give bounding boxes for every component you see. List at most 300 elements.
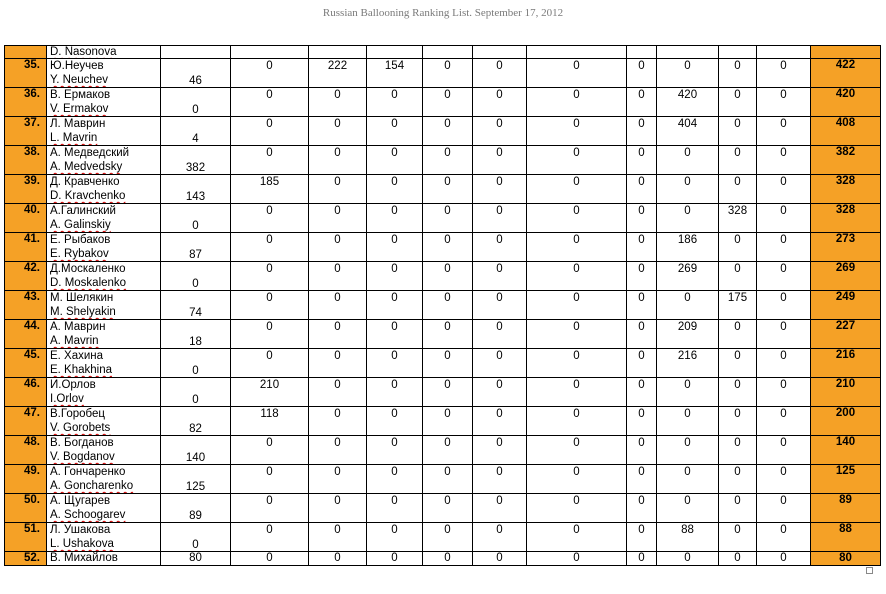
event-score-value: 0 — [444, 205, 451, 217]
total-score: 89 — [811, 494, 881, 523]
pilot-name-cyrillic: И.Орлов — [50, 379, 96, 391]
event-score — [309, 117, 367, 146]
event-score-value: 0 — [496, 437, 503, 449]
event-score-value: 0 — [334, 118, 341, 130]
event-score — [527, 291, 627, 320]
event-score-value: 0 — [734, 118, 741, 130]
event-score — [423, 233, 473, 262]
event-score-value: 0 — [391, 176, 398, 188]
event-score-value: 0 — [573, 234, 580, 246]
event-score-value: 0 — [496, 147, 503, 159]
event-score-value: 0 — [496, 263, 503, 275]
event-score-value: 0 — [444, 60, 451, 72]
event-score-value: 0 — [496, 89, 503, 101]
event-score — [657, 175, 719, 204]
total-score: 140 — [811, 436, 881, 465]
base-score: 80 — [161, 552, 231, 566]
event-score — [627, 59, 657, 88]
event-score-value: 0 — [496, 60, 503, 72]
event-score-value: 222 — [327, 60, 348, 72]
pilot-name-cyrillic: А. Маврин — [50, 321, 106, 333]
event-score — [657, 378, 719, 407]
pilot-name — [47, 59, 161, 88]
table-row — [5, 146, 881, 175]
event-score — [719, 407, 757, 436]
table-row — [5, 88, 881, 117]
event-score-value: 0 — [391, 118, 398, 130]
pilot-name-cyrillic: Д.Москаленко — [50, 263, 126, 275]
total-score: 80 — [811, 552, 881, 566]
pilot-name-cyrillic: А. Щугарев — [50, 495, 111, 507]
event-score — [231, 378, 309, 407]
event-score-value: 0 — [391, 147, 398, 159]
base-score: 0 — [161, 349, 231, 378]
event-score — [367, 262, 423, 291]
event-score-value: 0 — [573, 60, 580, 72]
event-score-value: 0 — [496, 321, 503, 333]
event-score — [527, 465, 627, 494]
event-score-value: 0 — [638, 205, 645, 217]
table-row — [5, 320, 881, 349]
event-score-value: 269 — [677, 263, 698, 275]
event-score-value: 0 — [266, 321, 273, 333]
pilot-name — [47, 320, 161, 349]
event-score — [367, 88, 423, 117]
event-score-value: 0 — [573, 321, 580, 333]
event-score — [231, 465, 309, 494]
event-score — [627, 233, 657, 262]
event-score-value: 0 — [266, 466, 273, 478]
pilot-name-latin: D. Nasonova — [50, 46, 117, 58]
pilot-name — [47, 407, 161, 436]
pilot-name — [47, 378, 161, 407]
table-row — [5, 494, 881, 523]
table-row — [5, 407, 881, 436]
event-score — [627, 523, 657, 552]
event-score — [231, 233, 309, 262]
pilot-name — [47, 436, 161, 465]
event-score-value: 0 — [638, 379, 645, 391]
event-score-value: 0 — [573, 147, 580, 159]
base-score: 0 — [161, 523, 231, 552]
event-score-value: 0 — [684, 147, 691, 159]
event-score — [627, 349, 657, 378]
event-score-value: 0 — [334, 437, 341, 449]
table-row — [5, 117, 881, 146]
event-score — [527, 378, 627, 407]
base-score: 140 — [161, 436, 231, 465]
event-score-value: 0 — [444, 408, 451, 420]
event-score-value: 0 — [734, 466, 741, 478]
event-score-value: 0 — [444, 292, 451, 304]
event-score: 0 — [423, 552, 473, 566]
rank-number: 38. — [5, 146, 47, 175]
table-row — [5, 175, 881, 204]
event-score — [309, 146, 367, 175]
event-score-value: 0 — [734, 408, 741, 420]
event-score-value: 0 — [391, 379, 398, 391]
event-score-value: 0 — [391, 495, 398, 507]
event-score — [367, 117, 423, 146]
event-score — [757, 494, 811, 523]
event-score — [657, 320, 719, 349]
total-score: 408 — [811, 117, 881, 146]
total-score: 273 — [811, 233, 881, 262]
event-score — [757, 378, 811, 407]
page-header: Russian Ballooning Ranking List. September 17, 2012 — [322, 7, 564, 19]
total-score: 249 — [811, 291, 881, 320]
event-score-value: 0 — [391, 524, 398, 536]
event-score-value: 185 — [259, 176, 280, 188]
event-score-value: 0 — [334, 147, 341, 159]
event-score-value: 0 — [684, 437, 691, 449]
event-score-value: 0 — [444, 524, 451, 536]
event-score — [367, 204, 423, 233]
event-score-value: 0 — [573, 292, 580, 304]
event-score — [527, 88, 627, 117]
event-score — [473, 146, 527, 175]
event-score-value: 0 — [391, 89, 398, 101]
event-score-value: 0 — [496, 524, 503, 536]
event-score: 0 — [627, 552, 657, 566]
rank-number: 43. — [5, 291, 47, 320]
event-score-value: 0 — [444, 495, 451, 507]
event-score-value: 88 — [681, 524, 694, 536]
event-score — [309, 204, 367, 233]
event-score-value: 0 — [780, 263, 787, 275]
event-score-value: 209 — [677, 321, 698, 333]
event-score — [423, 262, 473, 291]
total-score: 328 — [811, 204, 881, 233]
event-score — [473, 465, 527, 494]
pilot-name-latin: A. Galinskiy — [50, 219, 111, 231]
event-score-value: 0 — [334, 321, 341, 333]
total-score: 125 — [811, 465, 881, 494]
event-score — [309, 494, 367, 523]
event-score — [527, 59, 627, 88]
table-row — [5, 291, 881, 320]
event-score — [657, 494, 719, 523]
event-score — [423, 465, 473, 494]
event-score-value: 0 — [780, 466, 787, 478]
event-score-value: 0 — [684, 176, 691, 188]
event-score-value: 0 — [496, 350, 503, 362]
event-score-value: 0 — [334, 408, 341, 420]
event-score-value: 0 — [684, 466, 691, 478]
event-score-value: 0 — [266, 495, 273, 507]
event-score-value: 0 — [334, 205, 341, 217]
event-score — [309, 262, 367, 291]
event-score — [231, 88, 309, 117]
event-score — [719, 175, 757, 204]
event-score — [473, 407, 527, 436]
pilot-name-latin: D. Moskalenko — [50, 277, 127, 289]
event-score — [527, 349, 627, 378]
pilot-name — [47, 262, 161, 291]
rank-number: 51. — [5, 523, 47, 552]
event-score-value: 0 — [780, 408, 787, 420]
event-score-value: 0 — [780, 234, 787, 246]
pilot-name-latin: D. Kravchenko — [50, 190, 126, 202]
event-score — [473, 262, 527, 291]
pilot-name-latin: L. Ushakova — [50, 538, 114, 550]
event-score — [719, 291, 757, 320]
event-score — [757, 349, 811, 378]
event-score-value: 0 — [266, 524, 273, 536]
pilot-name-latin: V. Gorobets — [50, 422, 111, 434]
pilot-name-cyrillic: Е. Хахина — [50, 350, 104, 362]
rank-number: 46. — [5, 378, 47, 407]
event-score — [231, 407, 309, 436]
pilot-name-latin: A. Schoogarev — [50, 509, 126, 521]
event-score-value: 0 — [734, 350, 741, 362]
event-score — [627, 146, 657, 175]
event-score — [309, 88, 367, 117]
event-score-value: 0 — [734, 89, 741, 101]
pilot-name — [47, 465, 161, 494]
base-score: 74 — [161, 291, 231, 320]
pilot-name-cyrillic: В.Горобец — [50, 408, 105, 420]
event-score-value: 0 — [638, 408, 645, 420]
event-score-value: 0 — [391, 321, 398, 333]
event-score — [627, 262, 657, 291]
event-score — [657, 204, 719, 233]
event-score-value: 0 — [573, 263, 580, 275]
base-score: 89 — [161, 494, 231, 523]
event-score — [231, 349, 309, 378]
event-score-value: 0 — [391, 234, 398, 246]
event-score-value: 0 — [334, 263, 341, 275]
pilot-name-latin: V. Bogdanov — [50, 451, 115, 463]
event-score — [657, 117, 719, 146]
event-score — [309, 320, 367, 349]
event-score-value: 0 — [391, 408, 398, 420]
base-score: 0 — [161, 88, 231, 117]
event-score — [231, 175, 309, 204]
pilot-name-latin: E. Khakhina — [50, 364, 113, 376]
pilot-name-cyrillic: Л. Ушакова — [50, 524, 111, 536]
event-score-value: 0 — [734, 321, 741, 333]
event-score-value: 0 — [266, 205, 273, 217]
event-score — [719, 436, 757, 465]
event-score — [627, 320, 657, 349]
table-row — [5, 233, 881, 262]
ranking-table — [4, 45, 881, 566]
pilot-name — [47, 523, 161, 552]
pilot-name — [47, 117, 161, 146]
event-score-value: 0 — [391, 205, 398, 217]
event-score — [231, 320, 309, 349]
event-score — [627, 175, 657, 204]
total-score: 200 — [811, 407, 881, 436]
event-score-value: 0 — [734, 495, 741, 507]
event-score — [367, 291, 423, 320]
event-score — [473, 88, 527, 117]
event-score — [527, 436, 627, 465]
event-score-value: 0 — [334, 292, 341, 304]
event-score-value: 154 — [384, 60, 405, 72]
event-score — [527, 117, 627, 146]
total-score: 328 — [811, 175, 881, 204]
event-score-value: 0 — [573, 350, 580, 362]
event-score-value: 118 — [260, 408, 279, 420]
event-score — [309, 59, 367, 88]
event-score-value: 0 — [334, 350, 341, 362]
event-score — [527, 262, 627, 291]
event-score-value: 0 — [266, 118, 273, 130]
rank-number: 42. — [5, 262, 47, 291]
event-score-value: 0 — [266, 437, 273, 449]
base-score: 87 — [161, 233, 231, 262]
event-score — [657, 262, 719, 291]
event-score-value: 0 — [638, 263, 645, 275]
event-score: 0 — [757, 552, 811, 566]
rank-number: 49. — [5, 465, 47, 494]
event-score — [757, 523, 811, 552]
event-score — [423, 407, 473, 436]
event-score — [719, 59, 757, 88]
event-score-value: 0 — [444, 321, 451, 333]
event-score — [527, 204, 627, 233]
event-score — [657, 146, 719, 175]
event-score-value: 0 — [684, 379, 691, 391]
event-score — [231, 262, 309, 291]
event-score — [757, 407, 811, 436]
base-score: 46 — [161, 59, 231, 88]
event-score-value: 0 — [573, 176, 580, 188]
event-score-value: 0 — [444, 118, 451, 130]
base-score: 143 — [161, 175, 231, 204]
event-score — [231, 494, 309, 523]
pilot-name-latin: Y. Neuchev — [50, 74, 108, 86]
pilot-name-cyrillic: М. Шелякин — [50, 292, 114, 304]
table-row — [5, 59, 881, 88]
event-score — [473, 378, 527, 407]
pilot-name — [47, 494, 161, 523]
event-score-value: 0 — [734, 379, 741, 391]
base-score: 82 — [161, 407, 231, 436]
pilot-name-latin: A. Medvedsky — [50, 161, 123, 173]
pilot-name-cyrillic: А.Галинский — [50, 205, 116, 217]
event-score — [423, 523, 473, 552]
event-score: 0 — [719, 552, 757, 566]
event-score — [657, 523, 719, 552]
event-score — [309, 291, 367, 320]
event-score — [367, 320, 423, 349]
event-score — [423, 117, 473, 146]
total-score: 269 — [811, 262, 881, 291]
event-score-value: 0 — [496, 234, 503, 246]
event-score-value: 0 — [780, 437, 787, 449]
event-score-value: 0 — [573, 118, 580, 130]
event-score — [757, 117, 811, 146]
event-score: 0 — [527, 552, 627, 566]
event-score-value: 0 — [638, 89, 645, 101]
event-score-value: 0 — [334, 466, 341, 478]
rank-number: 40. — [5, 204, 47, 233]
event-score-value: 0 — [573, 495, 580, 507]
total-score: 88 — [811, 523, 881, 552]
event-score — [527, 146, 627, 175]
base-score: 4 — [161, 117, 231, 146]
event-score-value: 0 — [496, 466, 503, 478]
event-score — [757, 204, 811, 233]
event-score — [309, 349, 367, 378]
event-score-value: 0 — [573, 466, 580, 478]
rank-number: 36. — [5, 88, 47, 117]
event-score — [423, 291, 473, 320]
event-score — [627, 88, 657, 117]
event-score-value: 0 — [638, 437, 645, 449]
event-score-value: 0 — [638, 524, 645, 536]
total-score: 422 — [811, 59, 881, 88]
event-score-value: 0 — [780, 176, 787, 188]
event-score-value: 0 — [444, 176, 451, 188]
pilot-name — [47, 88, 161, 117]
event-score-value: 0 — [573, 524, 580, 536]
event-score-value: 0 — [638, 147, 645, 159]
event-score — [627, 204, 657, 233]
table-row — [5, 204, 881, 233]
pilot-name-cyrillic: Л. Маврин — [50, 118, 106, 130]
event-score — [367, 407, 423, 436]
rank-number: 52. — [5, 552, 47, 566]
pilot-name-latin: I.Orlov — [50, 393, 84, 405]
event-score: 0 — [473, 552, 527, 566]
pilot-name — [47, 175, 161, 204]
rank-number: 50. — [5, 494, 47, 523]
pilot-name — [47, 233, 161, 262]
pilot-name-latin: A. Mavrin — [50, 335, 99, 347]
total-score: 227 — [811, 320, 881, 349]
event-score — [423, 59, 473, 88]
event-score — [367, 233, 423, 262]
event-score-value: 0 — [266, 350, 273, 362]
event-score: 0 — [367, 552, 423, 566]
event-score — [757, 320, 811, 349]
event-score-value: 0 — [444, 263, 451, 275]
rank-number: 44. — [5, 320, 47, 349]
table-row — [5, 523, 881, 552]
event-score-value: 0 — [266, 292, 273, 304]
table-row — [5, 262, 881, 291]
event-score-value: 0 — [444, 466, 451, 478]
table-resize-handle[interactable] — [866, 567, 873, 574]
event-score — [527, 494, 627, 523]
event-score: 0 — [657, 552, 719, 566]
event-score — [527, 175, 627, 204]
event-score — [231, 291, 309, 320]
event-score — [757, 146, 811, 175]
rank-number: 39. — [5, 175, 47, 204]
event-score-value: 0 — [391, 263, 398, 275]
rank-number: 35. — [5, 59, 47, 88]
event-score-value: 0 — [391, 292, 398, 304]
event-score-value: 0 — [638, 60, 645, 72]
event-score — [423, 204, 473, 233]
event-score — [657, 233, 719, 262]
event-score — [757, 262, 811, 291]
event-score — [367, 146, 423, 175]
pilot-name-latin: M. Shelyakin — [50, 306, 116, 318]
event-score-value: 216 — [677, 350, 698, 362]
event-score — [309, 465, 367, 494]
table-row-partial — [5, 46, 881, 59]
event-score — [719, 262, 757, 291]
event-score — [627, 494, 657, 523]
event-score-value: 0 — [496, 408, 503, 420]
event-score-value: 0 — [734, 176, 741, 188]
